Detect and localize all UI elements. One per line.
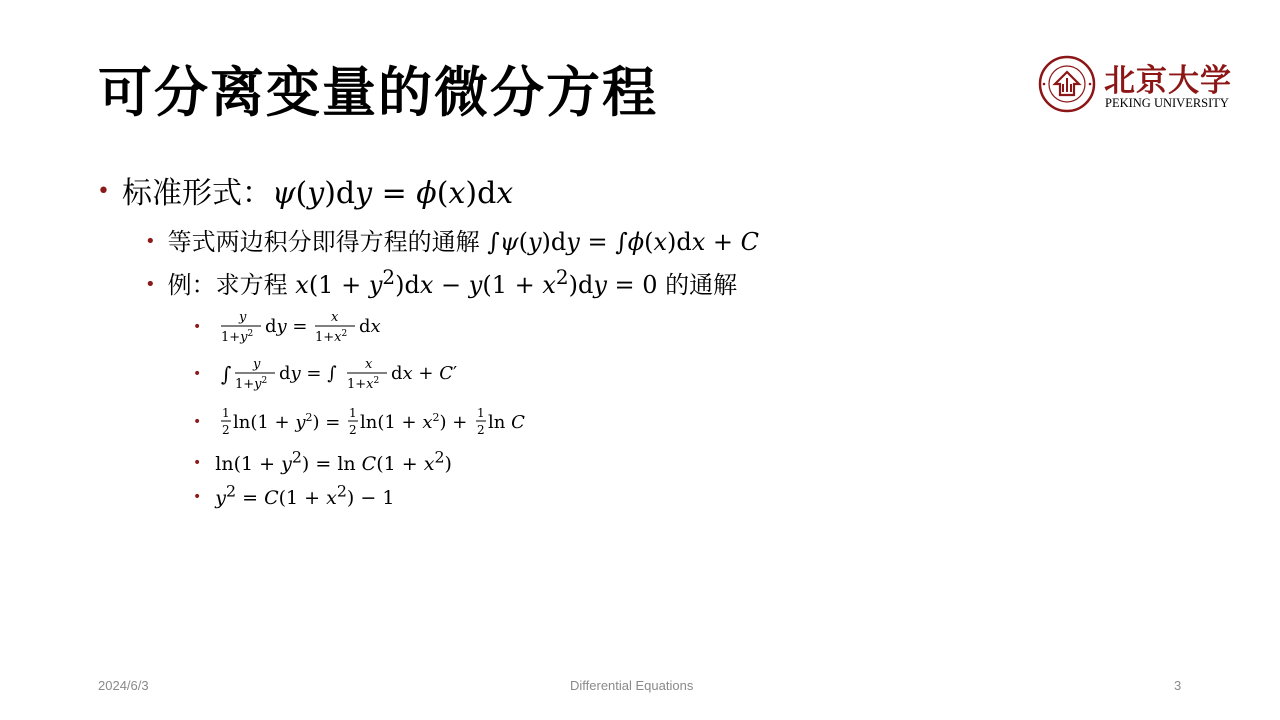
standard-form-label: 标准形式： — [121, 176, 272, 211]
bullet-dot: • — [145, 231, 156, 252]
step-1 — [193, 308, 391, 348]
bullet-dot: • — [193, 413, 202, 430]
svg-text:x: x — [331, 310, 339, 325]
bullet-general-solution — [145, 222, 759, 257]
svg-text:dy = ∫: dy = ∫ — [279, 363, 337, 384]
svg-text:ln(1 + x2) +: $\ln(1 + x^2)$ + — [360, 411, 468, 433]
step-2-equation — [221, 355, 461, 395]
svg-text:ln C: ln C — [488, 412, 526, 433]
svg-text:2: 2 — [349, 423, 357, 437]
example-equation: $x(1 + y^2)dx - y(1 + x^2)dy = 0$ — [295, 265, 658, 299]
step-5 — [193, 482, 394, 509]
bullet-dot: • — [193, 489, 202, 506]
svg-text:x: x — [365, 357, 373, 372]
svg-text:2: 2 — [222, 423, 230, 437]
svg-text:1: 1 — [349, 406, 357, 420]
svg-text:1: 1 — [222, 406, 230, 420]
svg-text:y: y — [239, 310, 247, 325]
step-1-equation — [221, 308, 391, 348]
svg-text:1+x2: $1+x^2$ — [347, 376, 380, 392]
svg-text:dx: dx — [359, 316, 381, 337]
svg-text:1+y2: $1+y^2$ — [235, 376, 268, 392]
svg-text:1: 1 — [477, 406, 485, 420]
general-solution-label: 等式两边积分即得方程的通解 — [167, 228, 488, 256]
svg-text:dx + C′: dx + C′ — [391, 363, 458, 384]
standard-form-equation: ψ(y)dy = ϕ(x)dx — [271, 176, 514, 211]
step-3-equation — [221, 403, 551, 443]
university-logo — [1038, 55, 1238, 115]
footer-page-number: 3 — [1174, 678, 1182, 693]
bullet-example — [145, 265, 737, 300]
footer-date: 2024/6/3 — [98, 678, 149, 693]
step-3 — [193, 403, 551, 443]
slide-title: 可分离变量的微分方程 — [98, 60, 658, 124]
bullet-dot: • — [193, 318, 202, 335]
logo-name-cn: 北京大学 — [1104, 63, 1232, 99]
step-4-equation: $\ln(1 + y^2) = \ln C(1 + x^2)$ — [215, 448, 452, 476]
step-4 — [193, 448, 452, 475]
university-seal-icon — [1038, 55, 1096, 113]
svg-text:1+y2: $1+y^2$ — [221, 329, 254, 345]
step-5-equation: $y^2 = C(1 + x^2) - 1$ — [215, 482, 395, 510]
svg-text:dy =: dy = — [265, 316, 308, 337]
step-2 — [193, 355, 461, 395]
bullet-dot: • — [193, 365, 202, 382]
svg-text:1+x2: $1+x^2$ — [315, 329, 348, 345]
bullet-standard-form — [97, 168, 513, 212]
svg-text:y: y — [253, 357, 261, 372]
svg-text:∫: ∫ — [221, 362, 232, 386]
bullet-dot: • — [145, 274, 156, 295]
logo-name-en: PEKING UNIVERSITY — [1105, 96, 1229, 110]
general-solution-equation: ∫ψ(y)dy = ∫ϕ(x)dx + C — [487, 228, 760, 256]
example-suffix: 的通解 — [657, 271, 738, 299]
svg-text:ln(1 + y2) =: $\ln(1 + y^2)$ = — [233, 411, 341, 433]
example-label: 例：求方程 — [167, 271, 296, 299]
footer-course: Differential Equations — [570, 678, 694, 693]
bullet-dot: • — [193, 455, 202, 472]
svg-text:2: 2 — [477, 423, 485, 437]
bullet-dot: • — [97, 179, 110, 204]
